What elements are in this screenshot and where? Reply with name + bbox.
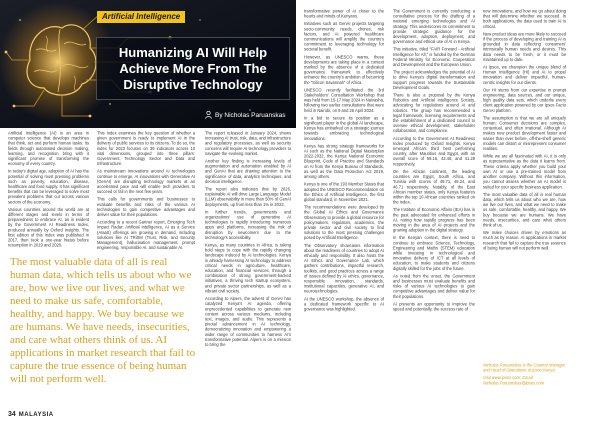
- body-paragraph: In a bid to secure its position as a significant player in the global AI landscape, Kenya has embarked on a strategic journey towards embracing technological innovations.: [304, 115, 384, 141]
- bio-line: Nicholas Paruanskas is the Country Manager and Head of Operations at Ipsos Kenya.: [483, 363, 566, 373]
- body-paragraph: This initiative, titled "FAIR Forward - Artificial Intelligence for All," is funded by the German Federal Ministry for Economic Cooperation and Development and the European Union.: [393, 47, 475, 68]
- text-column-5: [393, 9, 475, 401]
- author-name: By Nicholas Paruanskas: [215, 112, 286, 119]
- body-paragraph: According to the Government AI Readiness Index produced by Oxford Insights, Kenya emerged Africa's third best performing country, after Mauritius and Egypt, with an overall score of 59.16, 42.46, and 41.29 respectively.: [393, 136, 475, 167]
- body-paragraph: In today's digital age, adoption of AI has the potential of solving most pressing problems such as poverty, education, disease, healthcare and food supply. It has significant benefits that can be leveraged to solve most prevalent problems that cut across various sectors of the economy.: [8, 169, 89, 205]
- pull-quote: The most valuable data of all is real human data, which tells us about who we are, how we live our lives, and what we need to make us safe, comfortable, healthy, and happy. We buy because we are humans. We have needs, insecurities, and care what others think of us. AI applications in market research that fail to capture the true essence of being human will not perform well.: [10, 256, 196, 385]
- article-title: Humanizing AI Will Help Achieve More From The Disruptive Technology: [96, 37, 290, 100]
- body-paragraph: The most valuable data of all is real human data, which tells us about who we are, how we live our lives, and what we need to make us safe, comfortable, healthy, and happy. We buy because we are humans. We have needs, insecurities, and care what others think of us.: [483, 192, 566, 228]
- body-paragraph: At the UNESCO workshop, the absence of a dedicated framework specific to AI governance was highlighted.: [304, 296, 384, 312]
- body-paragraph: new innovations, and how we go about doing that will determine whether we succeed. In both applications, the data used to train AI is critical.: [483, 9, 566, 29]
- body-paragraph: The assumption is that we are all uniquely human. Consumer decisions are complex, contextual, and often irrational. Although AI makes new product development faster and easier than ever before, off-the-shelf generic models can distort or misrepresent consumer realities.: [483, 115, 566, 152]
- body-paragraph: At Ipsos, we champion the unique blend of Human Intelligence (HI) and AI to propel innovation and deliver impactful, human-centric insights for our clients.: [483, 65, 566, 85]
- body-paragraph: According to Alpers, the advent of GenAI has catalyzed Kenya's AI agenda, offering unprecedented capabilities to generate new content across various mediums, including text, images, and audio. This represents a pivotal advancement in AI technology, democratizing innovation and empowering a wider range of communities to harness AI's transformative potential. Alpers is on a mission to bring the: [205, 296, 291, 347]
- body-paragraph: As mainstream innovations around AI technologies continue to emerge, AI innovations with Generative AI (GenAI) are disrupting technology markets at an accelerated pace and will enable tech providers to succeed or fail in the next few years.: [97, 169, 195, 195]
- body-paragraph: While we are all fascinated with AI, it is only as representative as the data it learns from. These criteria apply whether you build your own AI or use a pre-trained model from another company. Without this information, you cannot assess whether an AI model is suited for your specific business application.: [483, 154, 566, 190]
- body-paragraph: Kenya has strong strategy frameworks for AI such as the National Digital Masterplan 2022-2032, the Kenya National Economic Blueprint, Code of Practice and Standards on AI from the Kenya Bureau of Standards, as well as the Data Protection Act 2019, among others.: [304, 143, 384, 180]
- text-column-3: [205, 131, 291, 401]
- body-paragraph: AI presents an opportunity to improve the speed and potentially, the success rate of: [393, 301, 475, 312]
- page-number: 34: [8, 411, 16, 418]
- body-paragraph: According to a recent Gartner report, Emerging Tech Impact Radar: Artificial Intelligence, AI as a Service (AIaaS) offerings are growing in demand, including solutions like AI TRiSM (Trust, Risk, and Security Management), hallucination management, prompt engineering, responsible AI, and sustainable AI.: [97, 220, 195, 251]
- body-paragraph: In further trends, governments and organizations' use of generative AI technologies is rapidly introducing numerous apps and platforms, increasing the risk of disruption by newcomers due to the technology's accessibility.: [205, 209, 291, 240]
- body-paragraph: The report also indicates that by 2026, explainable AI will drive Large Language Model (LLM) observability in more than 50% of GenAI deployments, up from less than 1% in 2023.: [205, 187, 291, 207]
- body-paragraph: Kenya, as many countries in Africa, is taking bold steps to cope with the rapidly changing landscape induced by AI technologies. Kenya is already harnessing AI technology to address critical needs in agriculture, healthcare, education, and financial services, through a combination of strong government-backed initiatives, a thriving tech startup ecosystem, and private sector partnerships, as well as a vibrant civil society.: [205, 243, 291, 294]
- publication-name: MALAYSIA: [18, 412, 54, 418]
- body-paragraph: The project acknowledges the potential of AI to drive Kenya's digital transformation and support progress towards the Sustainable Development Goals.: [393, 70, 475, 90]
- body-paragraph: Initiatives such as GenAI projects targeting socio-community needs, drones, risk factors, and AI powered healthcare communications will amplify the country's commitment to leveraging technology for societal benefit.: [304, 21, 384, 52]
- body-paragraph: This calls for governments and businesses to evaluate benefits and risks of the various AI technologies to gain competitive advantages and deliver value for their populations.: [97, 197, 195, 218]
- body-paragraph: This Index examines the key question of whether a given government is ready to implement AI in the delivery of public services to its citizens. To do so, the index for 2023 focuses on 39 indicators across 10 vital dimensions, grouped into three pillars: Government, Technology Sector and Data and Infrastructure.: [97, 131, 195, 167]
- body-paragraph: However, as UNESCO warns, these developments are taking place in a context marked by the absence of a dedicated governance framework to effectively enhance the country's ambition of becoming the "Silicon Savannah" of Africa.: [304, 54, 384, 85]
- body-paragraph: Various countries around the world are at different stages and levels in terms of preparedness to embrace AI, as is evident by the Government AI Readiness Index, produced annually by Oxford Insights. The first edition of this index was published in 2017, then took a one-year hiatus before resumption in 2019 and 2020.: [8, 207, 89, 248]
- body-paragraph: The Government is currently conducting a consultative process for the drafting of a national emerging technologies and AI strategy. This underscores its commitment to provide strategic guidance for the development, adoption, deployment, and governance and ethical use of AI in Kenya.: [393, 9, 475, 45]
- page-footer: [8, 410, 54, 419]
- body-paragraph: We make choices driven by emotions as much as by reason. AI applications in market research that fail to capture the true essence of being human will not perform well.: [483, 230, 566, 251]
- body-paragraph: Artificial Intelligence (AI) is an area in computer science that develops machines that think, act and perform human tasks. Its fields through automated decision making, learning, and recognition bring with it significant promise of transforming the economy of every country.: [8, 131, 89, 167]
- body-paragraph: New product ideas are more likely to succeed if the process of developing and training AI is grounded in data reflecting consumers' intrinsically human needs and desires. This data needs to be fresh, or it must be maintained up to date.: [483, 31, 566, 62]
- author-bio: [483, 363, 566, 401]
- body-paragraph: As noted from the onset, the Government and businesses must evaluate benefits and risks of various AI technologies to gain competitive advantages and deliver value for their populations.: [393, 273, 475, 299]
- body-paragraph: Kenya is one of the 193 Member States that adopted the UNESCO Recommendation on the Ethics of Artificial Intelligence, the first global standard, in November 2021.: [304, 182, 384, 202]
- body-paragraph: Our HI stems from our expertise in prompt engineering, data sources, and our unique, high quality data sets, which underlie every client application powered by our Ipsos Facto GenAI platform.: [483, 87, 566, 113]
- author-byline: [205, 111, 285, 121]
- text-column-1: [8, 131, 89, 252]
- body-paragraph: Another key finding is increasing levels of augmentation and automation enabled by AI and GenAI that are drawing attention to the significance of data, analytics techniques, and decision intelligence.: [205, 159, 291, 184]
- text-column-2: [97, 131, 195, 252]
- body-paragraph: The report released in January 2024, shows increasing AI trust, risk, data, and infrastructure and regulatory processes, as well as security concerns will require AI technology providers to navigate the evolving market.: [205, 131, 291, 156]
- body-paragraph: UNESCO recently facilitated the 3rd Stakeholders' Consultation Workshop that was held from 15-17 May 2024 in Naivasha, following two earlier consultations that were held in Nairobi, on 9 and 26 April 2024.: [304, 87, 384, 113]
- text-column-4: [304, 9, 384, 401]
- body-paragraph: In the Kenyan context, there is need to continue to embrace Science, Technology, Engineering and Maths (STEM) education while investing in technological and innovative delivery of ICT at all levels of education, to make students and citizens digitally skilled for the jobs of the future.: [393, 235, 475, 271]
- text-column-6: [483, 9, 566, 359]
- body-paragraph: The recommendations were developed by the Global AI Ethics and Governance Observatory to provide a global resource for policymakers, regulators, academics, the private sector and civil society to find solutions to the most pressing challenges posed by Artificial Intelligence.: [304, 205, 384, 241]
- body-paragraph: transformative power of AI closer to the hearts and minds of Kenyans.: [304, 9, 384, 19]
- body-paragraph: The Institute of Economic Affairs (IEA) has in the past advocated for enhanced efforts in AI, noting how rapidly progress has been moving in the area of AI projects and the growing adoption in the digital strategy.: [393, 207, 475, 233]
- section-tag: Artificial Intelligence: [97, 11, 185, 23]
- person-icon: [205, 111, 212, 119]
- body-paragraph: There is also a proposal by the Kenya Robotics and Artificial Intelligence Society, advocating for regulations around AI and robotics. The group has recommended a legal framework, licensing requirements and the establishment of a dedicated council to oversee ethical development, stakeholder collaboration, and compliance.: [393, 93, 475, 134]
- body-paragraph: On the African continent, the leading countries are Egypt, South Africa, and Tunisia with scores of 49.71, 48.24, and 46.71 respectively. Notably, of the East African member states, only Kenya features within the top 10 African countries ranked on the index.: [393, 169, 475, 205]
- bio-contact: Visit www.ipsos.com; Email: Nicholas.Paruanskas@ipsos.com: [483, 375, 545, 386]
- body-paragraph: The Observatory showcases information about the readiness of countries to adopt AI ethically and responsibly. It also hosts the AI Ethics and Governance Lab, which gathers contributions, impactful research, toolkits, and good practices across a range of issues defined by AI ethics, governance, responsible innovation, standards, institutional capacities, generative AI, and neurotechnologies.: [304, 243, 384, 294]
